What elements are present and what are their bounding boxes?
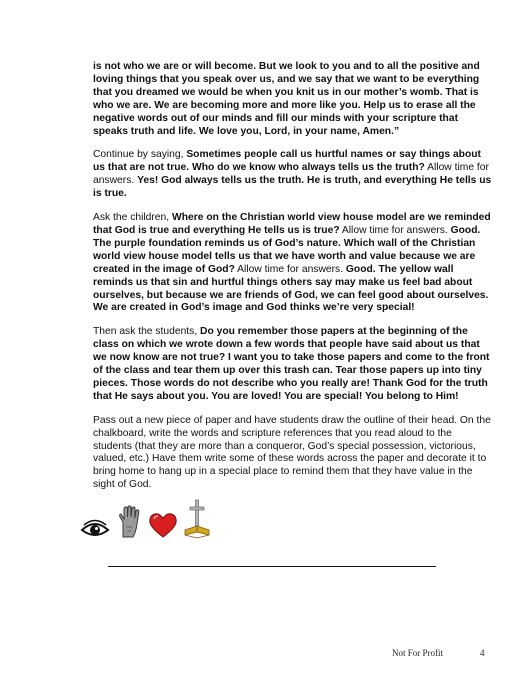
text-run: Allow time for answers.	[339, 224, 451, 236]
bold-text-run: Good. The yellow wall reminds us that sin and hurtful things others say may make us feel bad about ourselves, but because we are friends of God, we can feel good about ourselves. We are created in God’s image and God thinks we’re very special!	[93, 263, 489, 314]
hand-icon	[116, 505, 142, 544]
bold-text-run: Where on the Christian world view house model are we reminded that God is true and everything He tells us is true?	[93, 212, 491, 236]
text-run: Pass out a new piece of paper and have students draw the outline of their head. On the chalkboard, write the words and scripture references that you read aloud to the students (that they are more than a conqueror, God’s special possession, victorious, valued, etc.) Have them write some of these words across the paper and decorate it to bring home to hang up in a special place to remind them that they have value in the sight of God.	[93, 414, 491, 491]
paragraph-2	[93, 149, 493, 201]
paragraph-5	[93, 415, 493, 492]
bold-text-run: Sometimes people call us hurtful names or say things about us that are not true. Who do we know who always tells us the truth?	[93, 149, 481, 174]
paragraph-4	[93, 326, 493, 403]
horizontal-rule	[108, 566, 436, 567]
cross-bible-icon	[184, 499, 210, 544]
paragraph-1	[93, 61, 493, 138]
text-run: Allow time for answers.	[93, 162, 489, 187]
footer-label: Not For Profit	[392, 648, 444, 658]
bold-text-run: is not who we are or will become. But we look to you and to all the positive and loving things that you speak over us, and we say that we want to be everything that you dreamed we would be when you knit us in our mother’s womb. That is who we are. We are becoming more and more like you. Help us to erase all the negative words out of our minds and fill our minds with your scripture that speaks truth and life. We love you, Lord, in your name, Amen.”	[93, 61, 480, 137]
bold-text-run: Do you remember those papers at the beginning of the class on which we wrote down a few words that people have said about us that we now know are not true? I want you to take those papers and come to the front of the class and tear them up over this trash can. Tear those papers up into tiny pieces. Those words do not describe who you really are! Thank God for the truth that He says about you. You are loved! You are special! You belong to Him!	[93, 326, 490, 402]
page-number: 4	[480, 648, 485, 658]
text-run: Ask the children,	[93, 212, 172, 224]
eye-icon	[80, 517, 110, 544]
icon-row	[80, 500, 210, 544]
heart-icon	[148, 511, 178, 544]
body-text	[93, 61, 493, 503]
page-footer	[0, 648, 532, 662]
text-run: Continue by saying,	[93, 149, 187, 161]
text-run: Allow time for answers.	[234, 263, 346, 275]
paragraph-3	[93, 212, 493, 315]
bold-text-run: Yes! God always tells us the truth. He is truth, and everything He tells us is true.	[93, 175, 492, 200]
bold-text-run: Good. The purple foundation reminds us of God’s nature. Which wall of the Christian world view house model tells us that we have worth and value because we are created in the image of God?	[93, 224, 481, 275]
text-run: Then ask the students,	[93, 326, 201, 338]
